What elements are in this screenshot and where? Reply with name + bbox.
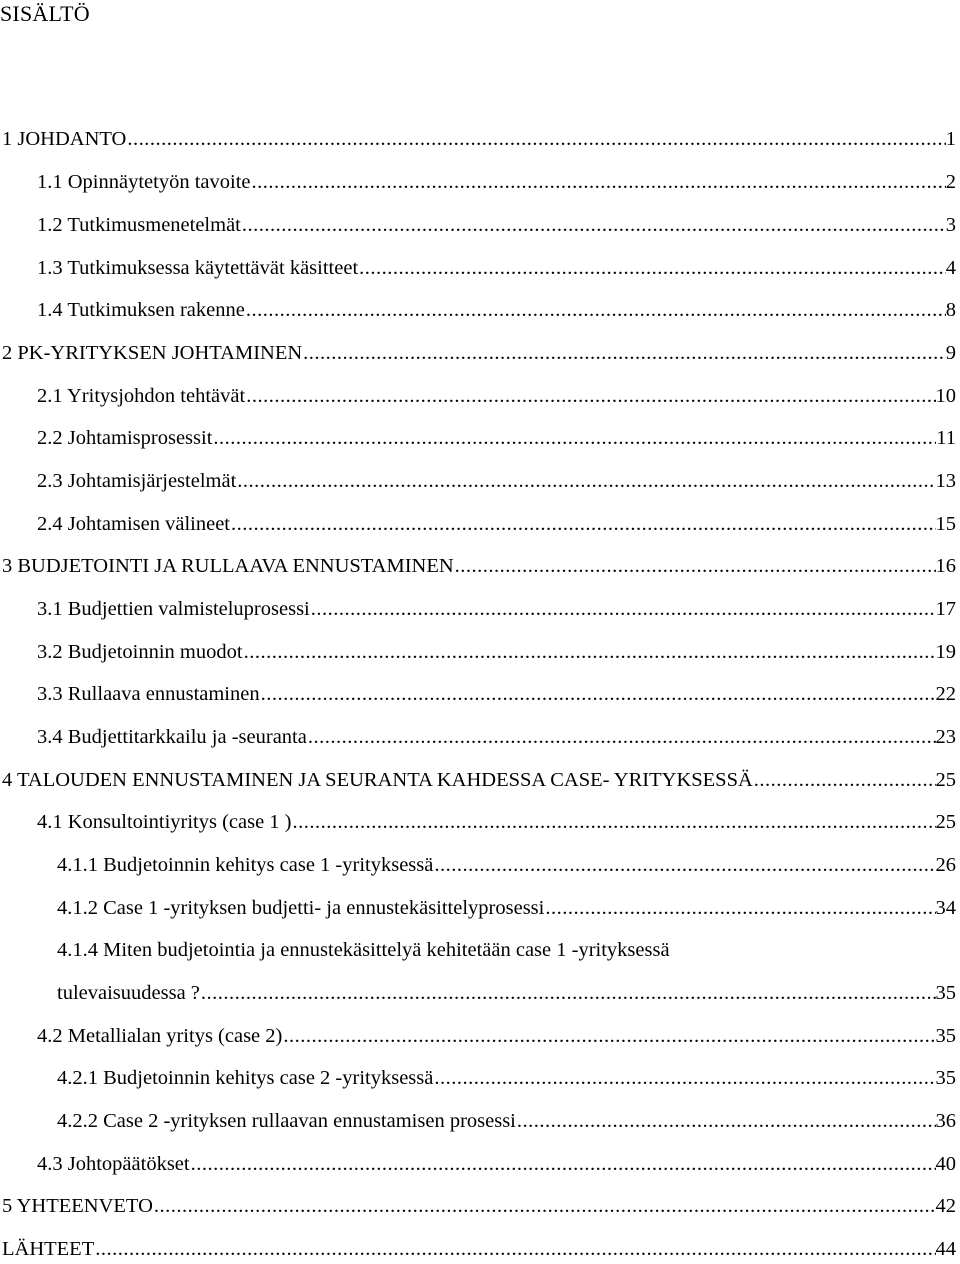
toc-entry[interactable] bbox=[37, 1149, 956, 1179]
toc-dot-leader bbox=[246, 381, 935, 411]
toc-entry-label: 4 TALOUDEN ENNUSTAMINEN JA SEURANTA KAHDESSA CASE- YRITYKSESSÄ bbox=[2, 769, 753, 791]
toc-dot-leader bbox=[359, 253, 946, 283]
toc-dot-leader bbox=[244, 637, 936, 667]
document-title: SISÄLTÖ bbox=[0, 1, 90, 26]
toc-dot-leader bbox=[213, 423, 936, 453]
toc-entry[interactable] bbox=[37, 381, 956, 411]
toc-entry-label: 2.2 Johtamisprosessit bbox=[37, 427, 213, 449]
toc-entry[interactable] bbox=[37, 1021, 956, 1051]
toc-entry[interactable] bbox=[2, 338, 956, 368]
toc-entry[interactable] bbox=[37, 210, 956, 240]
toc-entry[interactable] bbox=[37, 679, 956, 709]
toc-dot-leader bbox=[191, 1149, 936, 1179]
toc-entry-label: 1.2 Tutkimusmenetelmät bbox=[37, 214, 241, 236]
toc-dot-leader bbox=[237, 466, 935, 496]
toc-dot-leader bbox=[434, 850, 935, 880]
toc-entry-page: 22 bbox=[935, 683, 956, 705]
toc-dot-leader bbox=[154, 1191, 936, 1221]
toc-entry-page: 34 bbox=[935, 897, 956, 919]
toc-entry-page: 35 bbox=[935, 1067, 956, 1089]
toc-entry-label-line[interactable]: 4.1.4 Miten budjetointia ja ennustekäsittelyä kehitetään case 1 -yrityksessä bbox=[57, 939, 670, 961]
toc-entry-page: 35 bbox=[935, 982, 956, 1004]
toc-entry-page: 2 bbox=[945, 171, 956, 193]
toc-entry[interactable] bbox=[2, 124, 956, 154]
toc-dot-leader bbox=[283, 1021, 935, 1051]
toc-entry[interactable] bbox=[2, 765, 956, 795]
toc-entry[interactable] bbox=[37, 637, 956, 667]
toc-dot-leader bbox=[754, 765, 936, 795]
toc-dot-leader bbox=[293, 807, 936, 837]
toc-entry[interactable] bbox=[57, 1106, 956, 1136]
toc-entry-label: 3.4 Budjettitarkkailu ja -seuranta bbox=[37, 726, 307, 748]
toc-entry-page: 3 bbox=[945, 214, 956, 236]
toc-entry-label: 4.1.1 Budjetoinnin kehitys case 1 -yrityksessä bbox=[57, 854, 434, 876]
toc-entry[interactable] bbox=[37, 594, 956, 624]
toc-entry-label: 4.2 Metallialan yritys (case 2) bbox=[37, 1025, 283, 1047]
toc-dot-leader bbox=[434, 1063, 935, 1093]
toc-entry-page: 16 bbox=[935, 555, 956, 577]
toc-entry[interactable] bbox=[57, 893, 956, 923]
toc-dot-leader bbox=[201, 978, 936, 1008]
toc-entry-label: 1.1 Opinnäytetyön tavoite bbox=[37, 171, 251, 193]
toc-entry[interactable] bbox=[2, 1191, 956, 1221]
toc-entry-page: 40 bbox=[935, 1153, 956, 1175]
toc-entry-label: 3 BUDJETOINTI JA RULLAAVA ENNUSTAMINEN bbox=[2, 555, 454, 577]
toc-entry-label: 4.2.1 Budjetoinnin kehitys case 2 -yrityksessä bbox=[57, 1067, 434, 1089]
toc-entry-page: 25 bbox=[935, 811, 956, 833]
toc-entry[interactable] bbox=[37, 253, 956, 283]
toc-entry[interactable] bbox=[37, 509, 956, 539]
toc-entry[interactable] bbox=[57, 1063, 956, 1093]
toc-dot-leader bbox=[311, 594, 936, 624]
toc-dot-leader bbox=[127, 124, 945, 154]
toc-entry-page: 26 bbox=[935, 854, 956, 876]
toc-entry-label: 4.3 Johtopäätökset bbox=[37, 1153, 190, 1175]
toc-dot-leader bbox=[231, 509, 936, 539]
toc-entry[interactable] bbox=[2, 551, 956, 581]
toc-entry-label: 4.1.2 Case 1 -yrityksen budjetti- ja ennustekäsittelyprosessi bbox=[57, 897, 545, 919]
toc-entry-label: 2.1 Yritysjohdon tehtävät bbox=[37, 385, 246, 407]
toc-entry-label: 3.2 Budjetoinnin muodot bbox=[37, 641, 243, 663]
toc-entry-page: 44 bbox=[935, 1238, 956, 1260]
toc-entry-label: 2.3 Johtamisjärjestelmät bbox=[37, 470, 237, 492]
toc-entry-page: 19 bbox=[935, 641, 956, 663]
toc-entry-label: tulevaisuudessa ? bbox=[57, 982, 200, 1004]
toc-entry-page: 36 bbox=[935, 1110, 956, 1132]
toc-dot-leader bbox=[545, 893, 935, 923]
toc-dot-leader bbox=[517, 1106, 936, 1136]
toc-dot-leader bbox=[261, 679, 936, 709]
toc-entry-label: 5 YHTEENVETO bbox=[2, 1195, 153, 1217]
toc-entry-page: 15 bbox=[935, 513, 956, 535]
toc-entry-page: 11 bbox=[936, 427, 956, 449]
toc-entry-page: 8 bbox=[945, 299, 956, 321]
toc-entry-label: 1 JOHDANTO bbox=[2, 128, 127, 150]
toc-dot-leader bbox=[308, 722, 936, 752]
toc-entry-page: 1 bbox=[945, 128, 956, 150]
toc-entry[interactable] bbox=[57, 978, 956, 1008]
toc-entry-label: 2.4 Johtamisen välineet bbox=[37, 513, 230, 535]
toc-entry-label: 3.1 Budjettien valmisteluprosessi bbox=[37, 598, 310, 620]
toc-entry-page: 42 bbox=[935, 1195, 956, 1217]
toc-dot-leader bbox=[242, 210, 946, 240]
toc-entry[interactable] bbox=[37, 722, 956, 752]
toc-entry-page: 17 bbox=[935, 598, 956, 620]
toc-entry-label: LÄHTEET bbox=[2, 1238, 95, 1260]
toc-entry-label: 4.1 Konsultointiyritys (case 1 ) bbox=[37, 811, 292, 833]
toc-dot-leader bbox=[252, 167, 946, 197]
toc-entry-label: 3.3 Rullaava ennustaminen bbox=[37, 683, 260, 705]
toc-dot-leader bbox=[303, 338, 946, 368]
toc-entry-page: 4 bbox=[945, 257, 956, 279]
toc-entry[interactable] bbox=[37, 423, 956, 453]
toc-entry-label: 4.2.2 Case 2 -yrityksen rullaavan ennustamisen prosessi bbox=[57, 1110, 516, 1132]
toc-entry-page: 25 bbox=[935, 769, 956, 791]
toc-entry[interactable] bbox=[57, 850, 956, 880]
toc-entry-page: 35 bbox=[935, 1025, 956, 1047]
toc-entry[interactable] bbox=[37, 295, 956, 325]
toc-entry-page: 13 bbox=[935, 470, 956, 492]
toc-entry-page: 23 bbox=[935, 726, 956, 748]
toc-entry-label: 1.3 Tutkimuksessa käytettävät käsitteet bbox=[37, 257, 359, 279]
toc-entry[interactable] bbox=[37, 807, 956, 837]
toc-entry-page: 9 bbox=[945, 342, 956, 364]
toc-entry-page: 10 bbox=[935, 385, 956, 407]
toc-entry[interactable] bbox=[37, 466, 956, 496]
toc-entry-label: 2 PK-YRITYKSEN JOHTAMINEN bbox=[2, 342, 303, 364]
toc-dot-leader bbox=[246, 295, 946, 325]
toc-entry-label: 1.4 Tutkimuksen rakenne bbox=[37, 299, 245, 321]
toc-dot-leader bbox=[455, 551, 936, 581]
toc-entry[interactable] bbox=[37, 167, 956, 197]
